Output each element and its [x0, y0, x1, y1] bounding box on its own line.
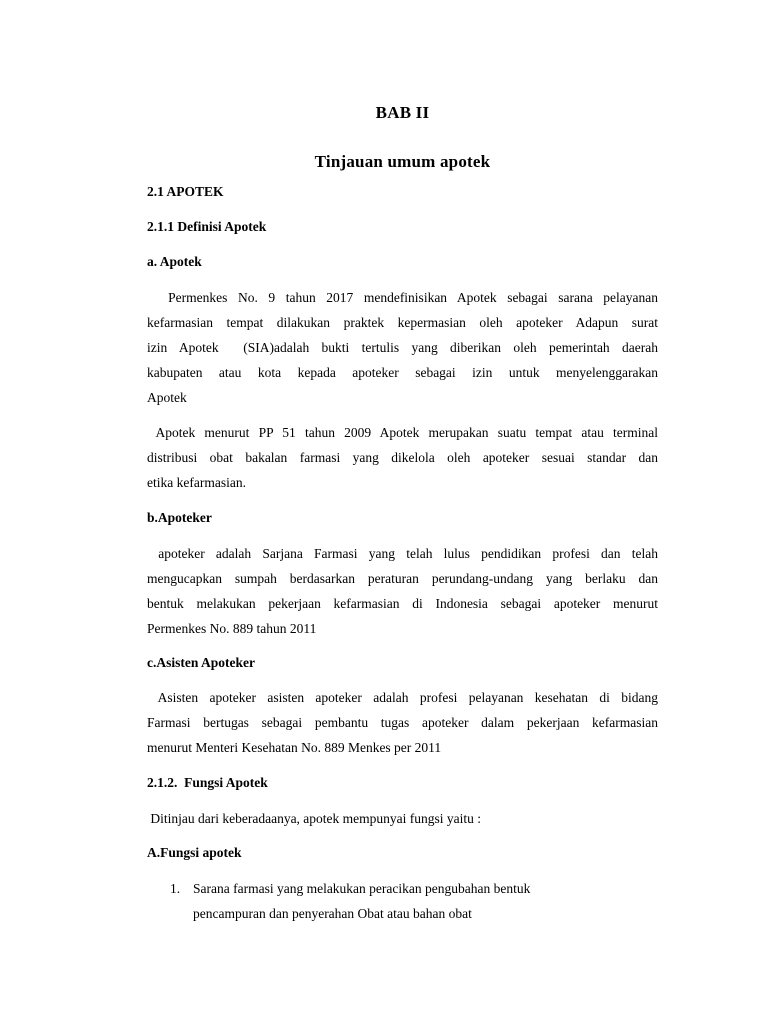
- section-heading-2-1-2: 2.1.2. Fungsi Apotek: [147, 775, 268, 790]
- paragraph-apotek-definition: [147, 285, 658, 410]
- paragraph-line: menurut Menteri Kesehatan No. 889 Menkes per 2011: [147, 740, 442, 755]
- list-number: 1.: [170, 881, 181, 896]
- subheading-c-asisten-apoteker: c.Asisten Apoteker: [147, 655, 255, 670]
- paragraph-line: Apotek: [147, 390, 187, 405]
- list-item-line: pencampuran dan penyerahan Obat atau bahan obat: [193, 906, 472, 921]
- paragraph-line: apoteker adalah Sarjana Farmasi yang telah lulus pendidikan profesi dan telah: [147, 546, 658, 561]
- paragraph-asisten-apoteker: [147, 685, 658, 760]
- subheading-A-fungsi-apotek: A.Fungsi apotek: [147, 845, 242, 860]
- paragraph-line: mengucapkan sumpah berdasarkan peraturan perundang-undang yang berlaku dan: [147, 571, 658, 586]
- paragraph-apotek-pp51: [147, 420, 658, 495]
- paragraph-line: Ditinjau dari keberadaanya, apotek mempunyai fungsi yaitu :: [147, 811, 482, 826]
- paragraph-line: Apotek menurut PP 51 tahun 2009 Apotek merupakan suatu tempat atau terminal: [147, 425, 658, 440]
- paragraph-line: Asisten apoteker asisten apoteker adalah profesi pelayanan kesehatan di bidang: [147, 690, 658, 705]
- paragraph-line: izin Apotek (SIA)adalah bukti tertulis yang diberikan oleh pemerintah daerah: [147, 340, 658, 355]
- paragraph-line: Farmasi bertugas sebagai pembantu tugas apoteker dalam pekerjaan kefarmasian: [147, 715, 658, 730]
- list-item-text: [193, 876, 653, 926]
- section-heading-2-1-1: 2.1.1 Definisi Apotek: [147, 219, 267, 234]
- paragraph-line: Permenkes No. 889 tahun 2011: [147, 621, 317, 636]
- subheading-b-apoteker: b.Apoteker: [147, 510, 212, 525]
- paragraph-line: bentuk melakukan pekerjaan kefarmasian di Indonesia sebagai apoteker menurut: [147, 596, 658, 611]
- chapter-heading: BAB II: [375, 103, 430, 122]
- list-item-line: Sarana farmasi yang melakukan peracikan pengubahan bentuk: [193, 881, 531, 896]
- paragraph-line: Permenkes No. 9 tahun 2017 mendefinisikan Apotek sebagai sarana pelayanan: [147, 290, 658, 305]
- paragraph-line: etika kefarmasian.: [147, 475, 246, 490]
- paragraph-line: kefarmasian tempat dilakukan praktek kepermasian oleh apoteker Adapun surat: [147, 315, 658, 330]
- paragraph-line: kabupaten atau kota kepada apoteker sebagai izin untuk menyelenggarakan: [147, 365, 658, 380]
- chapter-title: Tinjauan umum apotek: [314, 152, 491, 171]
- paragraph-line: distribusi obat bakalan farmasi yang dikelola oleh apoteker sesuai standar dan: [147, 450, 658, 465]
- section-heading-2-1: 2.1 APOTEK: [147, 184, 224, 199]
- subheading-a-apotek: a. Apotek: [147, 254, 202, 269]
- paragraph-apoteker: [147, 541, 658, 641]
- paragraph-fungsi-intro: [147, 806, 658, 831]
